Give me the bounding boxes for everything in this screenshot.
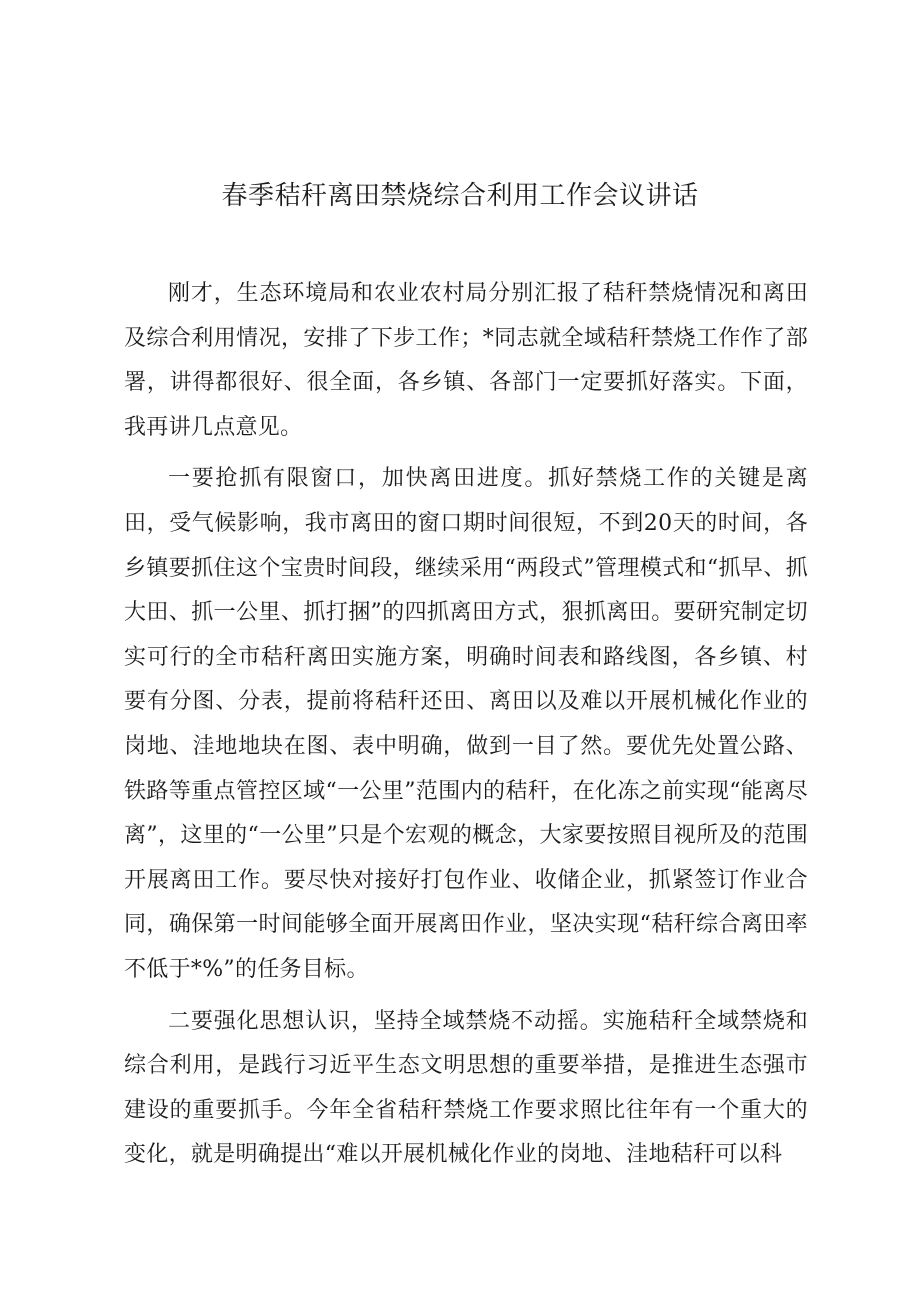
document-body (124, 272, 808, 1178)
paragraph-point-two: 二要强化思想认识，坚持全域禁烧不动摇。实施秸秆全域禁烧和综合利用，是践行习近平生态文明思想的重要举措，是推进生态强市建设的重要抓手。今年全省秸秆禁烧工作要求照比往年有一个重大的变化，就是明确提出“难以开展机械化作业的岗地、洼地秸秆可以科 (124, 1008, 808, 1168)
document-title: 春季秸秆离田禁烧综合利用工作会议讲话 (221, 181, 699, 211)
paragraph-point-one: 一要抢抓有限窗口，加快离田进度。抓好禁烧工作的关键是离田，受气候影响，我市离田的窗口期时间很短，不到20天的时间，各乡镇要抓住这个宝贵时间段，继续采用“两段式”管理模式和“抓早、抓大田、抓一公里、抓打捆”的四抓离田方式，狠抓离田。要研究制定切实可行的全市秸秆离田实施方案，明确时间表和路线图，各乡镇、村要有分图、分表，提前将秸秆还田、离田以及难以开展机械化作业的岗地、洼地地块在图、表中明确，做到一目了然。要优先处置公路、铁路等重点管控区域“一公里”范围内的秸秆，在化冻之前实现“能离尽离”，这里的“一公里”只是个宏观的概念，大家要按照目视所及的范围开展离田工作。要尽快对接好打包作业、收储企业，抓紧签订作业合同，确保第一时间能够全面开展离田作业，坚决实现“秸秆综合离田率不低于*%”的任务目标。 (124, 466, 808, 982)
paragraph-intro: 刚才，生态环境局和农业农村局分别汇报了秸秆禁烧情况和离田及综合利用情况，安排了下步工作；*同志就全域秸秆禁烧工作作了部署，讲得都很好、很全面，各乡镇、各部门一定要抓好落实。下面，我再讲几点意见。 (124, 281, 808, 440)
